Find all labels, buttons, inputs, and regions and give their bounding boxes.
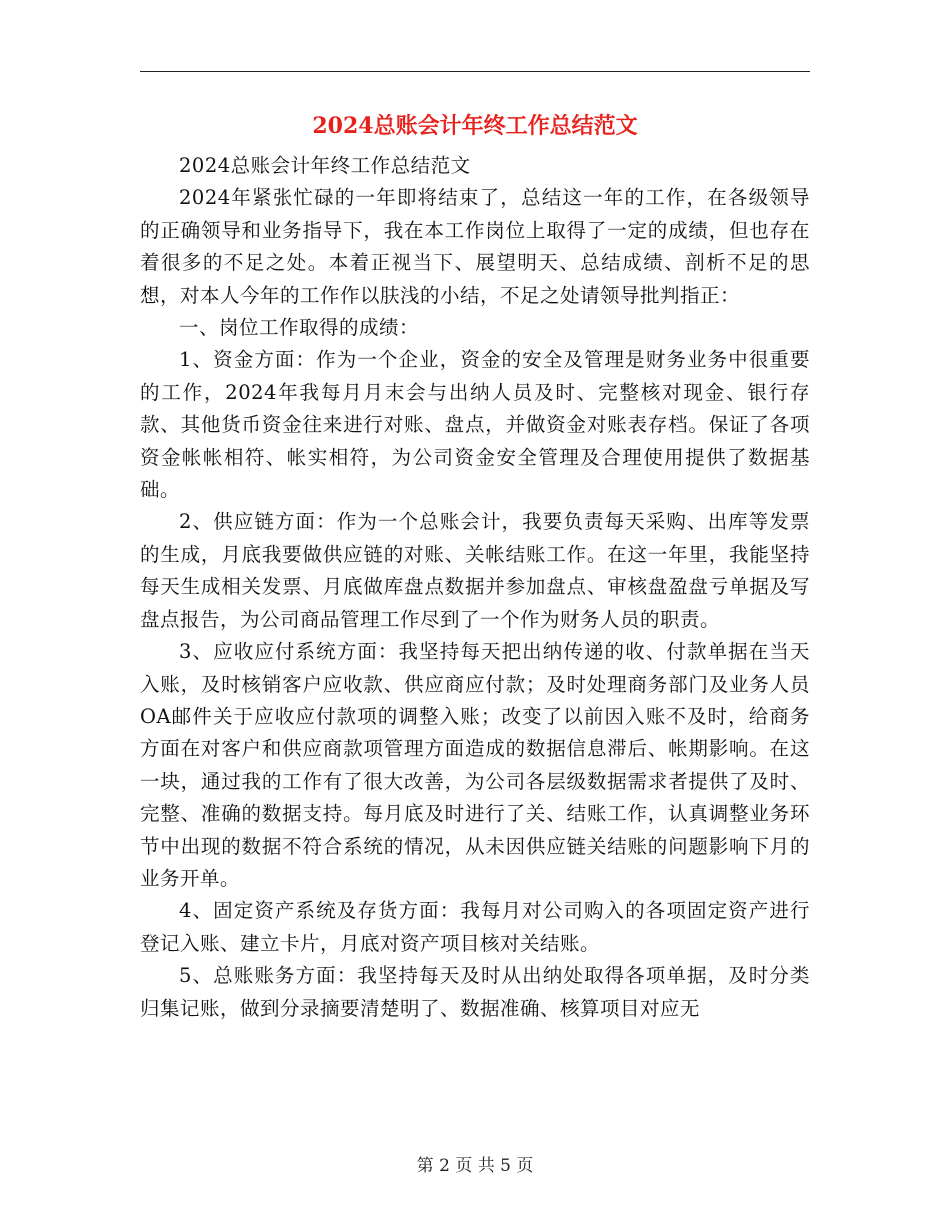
paragraph-subtitle: 2024总账会计年终工作总结范文: [179, 154, 471, 177]
paragraph-fixed-assets: 4、固定资产系统及存货方面：我每月对公司购入的各项固定资产进行登记入账、建立卡片，月底对资产项目核对关结账。: [140, 899, 810, 955]
page-number: 第 2 页 共 5 页: [416, 1156, 534, 1176]
paragraph-general-ledger: 5、总账账务方面：我坚持每天及时从出纳处取得各项单据，及时分类归集记账，做到分录摘要清楚明了、数据准确、核算项目对应无: [140, 964, 810, 1020]
paragraph-section-heading: 一、岗位工作取得的成绩：: [179, 316, 420, 340]
document-body: [140, 150, 810, 1025]
paragraph-supply-chain: 2、供应链方面：作为一个总账会计，我要负责每天采购、出库等发票的生成，月底我要做供应链的对账、关帐结账工作。在这一年里，我能坚持每天生成相关发票、月底做库盘点数据并参加盘点、审核盘盈盘亏单据及写盘点报告，为公司商品管理工作尽到了一个作为财务人员的职责。: [140, 510, 810, 631]
paragraph-funds: 1、资金方面：作为一个企业，资金的安全及管理是财务业务中很重要的工作，2024年我每月月末会与出纳人员及时、完整核对现金、银行存款、其他货币资金往来进行对账、盘点，并做资金对账表存档。保证了各项资金帐帐相符、帐实相符，为公司资金安全管理及合理使用提供了数据基础。: [140, 348, 810, 502]
document-title: 2024总账会计年终工作总结范文: [312, 113, 638, 139]
header-rule: [140, 71, 810, 72]
paragraph-intro: 2024年紧张忙碌的一年即将结束了，总结这一年的工作，在各级领导的正确领导和业务指导下，我在本工作岗位上取得了一定的成绩，但也存在着很多的不足之处。本着正视当下、展望明天、总结成绩、剖析不足的思想，对本人今年的工作作以肤浅的小结，不足之处请领导批判指正：: [140, 186, 810, 307]
paragraph-receivables-payables: 3、应收应付系统方面：我坚持每天把出纳传递的收、付款单据在当天入账，及时核销客户应收款、供应商应付款；及时处理商务部门及业务人员OA邮件关于应收应付款项的调整入账；改变了以前因入账不及时，给商务方面在对客户和供应商款项管理方面造成的数据信息滞后、帐期影响。在这一块，通过我的工作有了很大改善，为公司各层级数据需求者提供了及时、完整、准确的数据支持。每月底及时进行了关、结账工作，认真调整业务环节中出现的数据不符合系统的情况，从未因供应链关结账的问题影响下月的业务开单。: [140, 640, 810, 890]
